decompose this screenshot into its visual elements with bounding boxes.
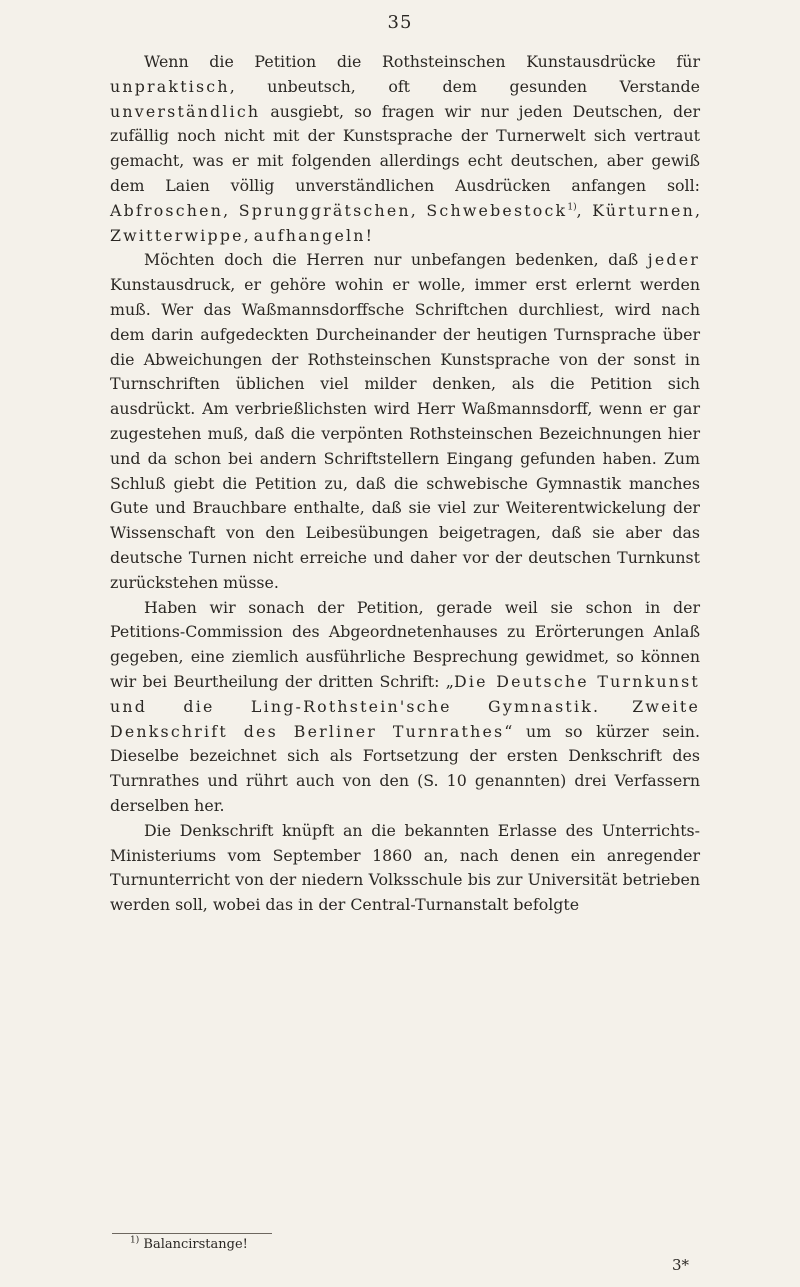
emphasized-text: Abfroschen [110,200,224,220]
body-text [110,50,700,918]
text-run: Die Denkschrift knüpft an die bekannten Erlasse des Unterrichts-Ministeriums vom September 1860 an, nach denen ein anregender Turnunterricht von der niedern Volksschule bis zur Universität betrieben werden soll, wobei das in der Central-Turnanstalt befolgte [110,820,700,915]
footnote-text: Balancirstange! [143,1237,248,1252]
paragraph [110,596,700,819]
emphasized-text: aufhangeln [253,225,366,245]
page-number: 35 [387,12,413,33]
emphasized-text: unpraktisch [110,76,230,96]
emphasized-text: Kürturnen [592,200,695,220]
emphasized-text: Schwebestock [426,200,568,220]
footnote [130,1236,530,1254]
paragraph [110,248,700,595]
text-run: , [576,200,593,220]
emphasized-text: Sprunggrätschen [238,200,411,220]
emphasized-text: jeder [647,250,700,270]
sheet-signature: 3* [672,1256,690,1274]
text-run: ! [365,225,373,245]
emphasized-text: unverständlich [110,101,261,121]
text-run: , unbeutsch, oft dem gesunden Verstande [229,76,700,96]
emphasized-text: Die Deutsche Turnkunst und die Ling-Rothstein'sche Gymnastik [110,671,700,716]
text-run: Möchten doch die Herren nur unbefangen bedenken, daß [144,250,648,270]
footnote-reference: 1) [567,202,577,213]
text-run: Kunstausdruck, er gehöre wohin er wolle, immer erst erlernt werden muß. Wer das Waßmannsdorffsche Schriftchen durchliest, wird nach dem darin aufgedeckten Durcheinander der heutigen Turnsprache über die Abweichungen der Rothsteinschen Kunstsprache von der sonst in Turnschriften üblichen viel milder denken, als die Petition sich ausdrückt. Am verbrießlichsten wird Herr Waßmannsdorff, wenn er gar zugestehen muß, daß die verpönten Rothsteinschen Bezeichnungen hier und da schon bei andern Schriftstellern Eingang gefunden haben. Zum Schluß giebt die Petition zu, daß die schwebische Gymnastik manches Gute und Brauchbare enthalte, daß sie viel zur Weiterentwickelung der Wissenschaft von den Leibesübungen beigetragen, daß sie aber das deutsche Turnen nicht erreiche und daher vor der deutschen Turnkunst zurückstehen müsse. [110,275,700,592]
text-run: , [223,200,239,220]
emphasized-text: Zweite Denkschrift des Berliner Turnrathes [110,696,700,741]
text-run: ausgiebt, so fragen wir nur jeden Deutschen, der zufällig noch nicht mit der Kunstsprache der Turnerwelt sich vertraut gemacht, was er mit folgenden allerdings echt deutschen, aber gewiß dem Laien völlig unverständlichen Ausdrücken anfangen soll: [110,101,700,195]
text-run: “ um so kürzer sein. Dieselbe bezeichnet sich als Fortsetzung der ersten Denkschrift des Turnrathes und rührt auch von den (S. 10 genannten) drei Verfassern derselben her. [110,721,700,815]
text-run: , [410,200,427,220]
paragraph [110,50,700,248]
text-run: Haben wir sonach der Petition, gerade weil sie schon in der Petitions-Commission des Abgeordnetenhauses zu Erörterungen Anlaß gegeben, eine ziemlich ausführliche Besprechung gewidmet, so können wir bei Beurtheilung der dritten Schrift: „ [110,597,700,691]
text-run: Wenn die Petition die Rothsteinschen Kunstausdrücke für [144,52,700,71]
text-run: , [243,225,254,245]
footnote-marker: 1) [130,1235,140,1246]
paragraph [110,819,700,918]
text-run: . [593,696,633,716]
footnote-divider [112,1233,272,1234]
emphasized-text: Zwitterwippe [110,225,244,245]
text-run: , [694,200,700,220]
